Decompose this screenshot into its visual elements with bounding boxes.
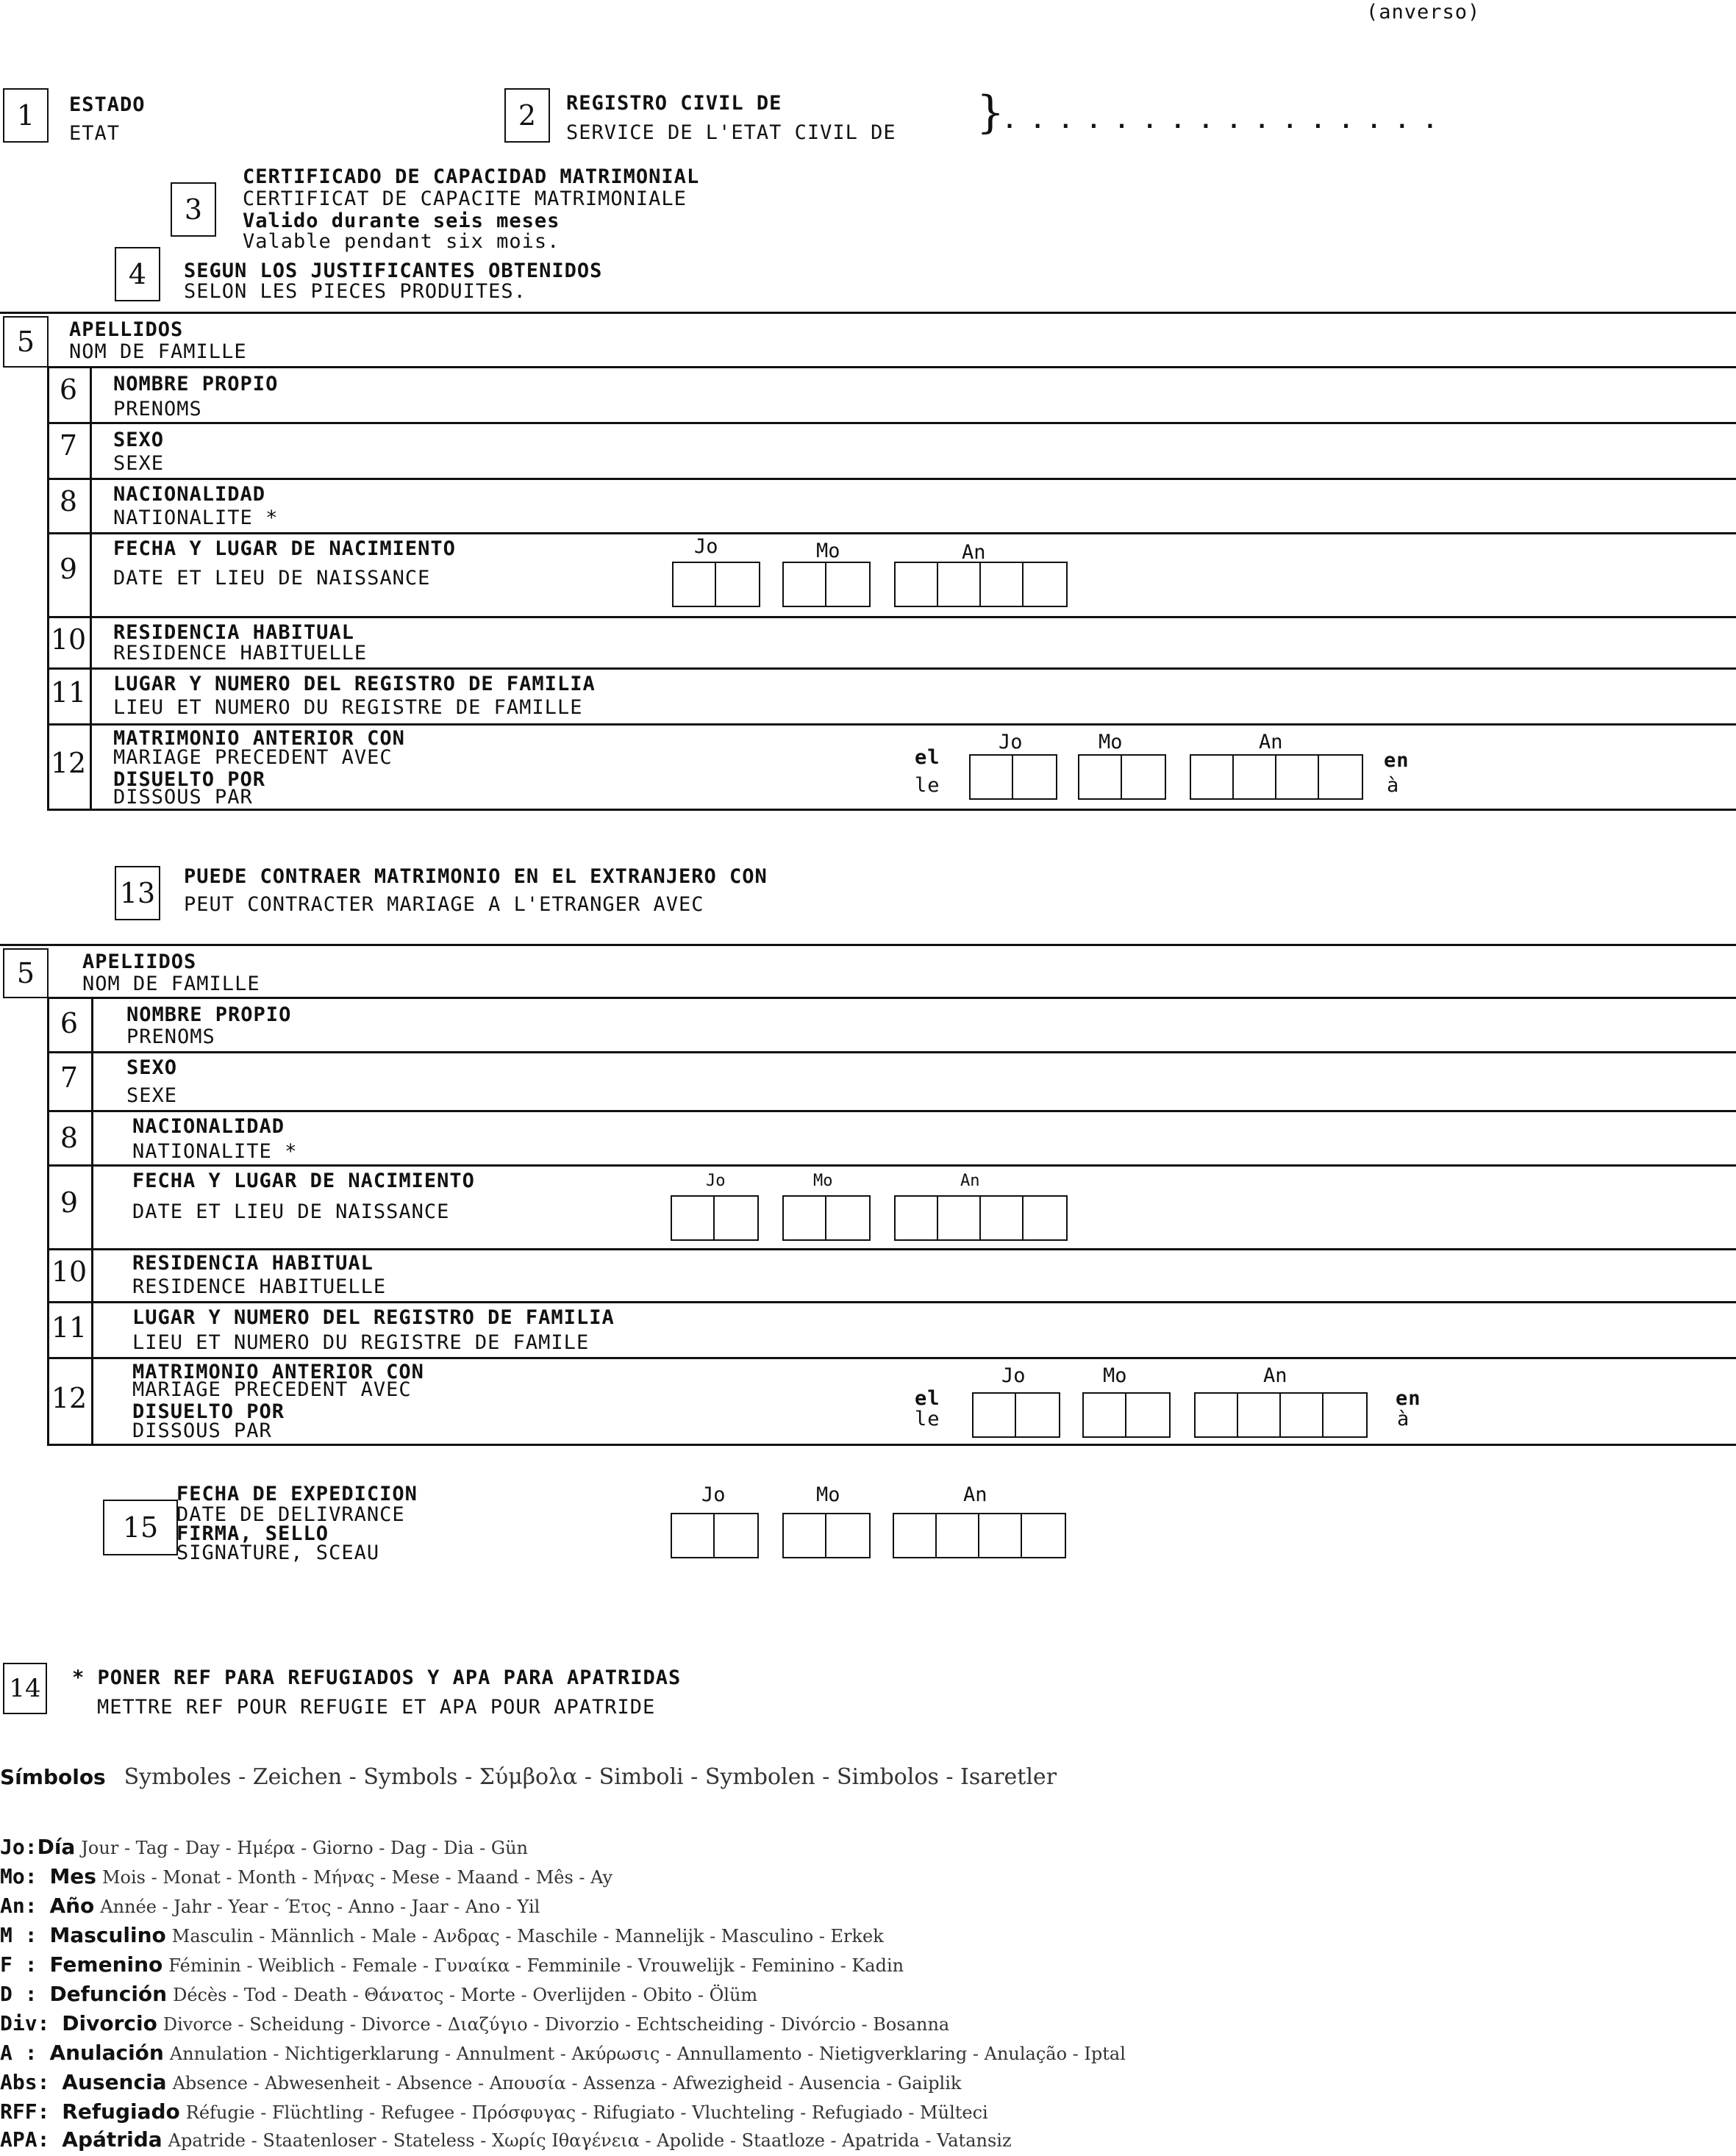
apellidos-label-fr: NOM DE FAMILLE	[82, 973, 260, 995]
legend-title-translations: Symboles - Zeichen - Symbols - Σύμβολα - Simboli - Symbolen - Simbolos - Isaretler	[124, 1764, 1057, 1790]
date-label-year: An	[962, 541, 986, 564]
date-label-day: Jo	[999, 731, 1023, 753]
en-label: en	[1396, 1387, 1421, 1410]
legend-code: M :	[0, 1923, 37, 1947]
apellidos-label-fr: NOM DE FAMILLE	[69, 340, 247, 363]
divider	[90, 366, 92, 810]
divider	[47, 997, 1736, 999]
fecha-nacimiento-label-es: FECHA Y LUGAR DE NACIMIENTO	[113, 537, 456, 560]
legend-translations: Réfugie - Flüchtling - Refugee - Πρόσφυγας - Rifugiato - Vluchteling - Refugiado - Mülteci	[185, 2102, 988, 2123]
field-number-4: 4	[115, 247, 160, 301]
date-label-day: Jo	[1001, 1364, 1026, 1387]
disuelto-es: DISUELTO POR	[132, 1400, 285, 1423]
nacionalidad-label-es: NACIONALIDAD	[132, 1115, 285, 1138]
registro-familia-label-es: LUGAR Y NUMERO DEL REGISTRO DE FAMILIA	[113, 673, 596, 695]
residencia-label-fr: RESIDENCE HABITUELLE	[113, 642, 368, 665]
legend-translations: Masculin - Männlich - Male - Ανδρας - Maschile - Mannelijk - Masculino - Erkek	[171, 1926, 884, 1947]
date-label-month: Mo	[813, 1172, 833, 1190]
legend-code: Div:	[0, 2011, 50, 2035]
puede-contraer-es: PUEDE CONTRAER MATRIMONIO EN EL EXTRANJERO CON	[184, 865, 768, 888]
legend-row	[0, 2099, 988, 2124]
legend-es: Mes	[49, 1864, 96, 1888]
divider	[47, 1357, 1736, 1359]
field-number-10: 10	[51, 1256, 87, 1288]
date-label-day: Jo	[706, 1172, 726, 1190]
divider	[47, 1051, 1736, 1053]
puede-contraer-fr: PEUT CONTRACTER MARIAGE A L'ETRANGER AVEC	[184, 893, 704, 916]
firma-sello-fr: SIGNATURE, SCEAU	[176, 1541, 380, 1564]
side-label: (anverso)	[1366, 1, 1481, 24]
field-number-12: 12	[51, 1382, 87, 1414]
legend-es: Femenino	[49, 1952, 163, 1977]
field-number-8: 8	[59, 485, 78, 517]
legend-row	[0, 2011, 949, 2035]
disuelto-es: DISUELTO POR	[113, 768, 266, 791]
date-label-month: Mo	[816, 540, 840, 562]
prior-marriage-year-field[interactable]	[1194, 1392, 1368, 1438]
fecha-nacimiento-label-es: FECHA Y LUGAR DE NACIMIENTO	[132, 1170, 475, 1192]
field-number-14: 14	[3, 1663, 47, 1714]
prior-marriage-day-field[interactable]	[972, 1392, 1060, 1438]
estado-label-fr: ETAT	[69, 122, 121, 145]
field-number-15: 15	[103, 1500, 178, 1555]
fecha-expedicion-es: FECHA DE EXPEDICION	[176, 1483, 418, 1505]
legend-code: Abs:	[0, 2070, 50, 2094]
sexo-label-fr: SEXE	[113, 452, 165, 475]
legend-es: Ausencia	[62, 2070, 167, 2094]
field-number-11: 11	[51, 1311, 87, 1344]
divider	[47, 616, 1736, 618]
legend-code: An:	[0, 1894, 37, 1918]
date-label-month: Mo	[1099, 731, 1123, 753]
birth-day-field[interactable]	[671, 1195, 759, 1241]
issue-month-field[interactable]	[782, 1513, 871, 1558]
legend-row	[0, 1923, 884, 1947]
apellidos-label-es: APELLIDOS	[69, 318, 184, 341]
validity-es: Valido durante seis meses	[243, 209, 560, 232]
field-number-9: 9	[60, 1186, 79, 1219]
prior-marriage-day-field[interactable]	[969, 754, 1057, 800]
validity-fr: Valable pendant six mois.	[243, 230, 560, 253]
nacionalidad-label-fr: NATIONALITE *	[132, 1140, 298, 1163]
legend-es: Refugiado	[62, 2099, 180, 2124]
nombre-label-fr: PRENOMS	[126, 1025, 215, 1048]
legend-translations: Jour - Tag - Day - Ημέρα - Giorno - Dag - Dia - Gün	[81, 1838, 528, 1858]
field-number-13: 13	[115, 866, 160, 920]
divider	[47, 1248, 1736, 1250]
date-label-year: An	[1263, 1364, 1287, 1387]
field-number-5: 5	[3, 316, 49, 368]
legend-translations: Décès - Tod - Death - Θάνατος - Morte - Overlijden - Obito - Ölüm	[173, 1985, 758, 2005]
estado-label-es: ESTADO	[69, 93, 146, 116]
divider	[47, 667, 1736, 670]
registro-familia-label-fr: LIEU ET NUMERO DU REGISTRE DE FAMILE	[132, 1331, 590, 1354]
field-number-3: 3	[171, 182, 216, 237]
field-number-11: 11	[50, 676, 87, 709]
le-label: le	[915, 774, 940, 797]
field-number-10: 10	[50, 623, 87, 656]
birth-year-field[interactable]	[894, 562, 1068, 607]
justificantes-es: SEGUN LOS JUSTIFICANTES OBTENIDOS	[184, 259, 603, 282]
matrimonio-anterior-es: MATRIMONIO ANTERIOR CON	[132, 1361, 424, 1383]
divider	[47, 1164, 1736, 1167]
legend-title-es: Símbolos	[0, 1765, 106, 1789]
divider	[47, 478, 1736, 480]
legend-code: RFF:	[0, 2099, 50, 2124]
field-number-7: 7	[60, 1061, 79, 1094]
registro-dots[interactable]: . . . . . . . . . . . . . . . .	[1003, 108, 1437, 134]
prior-marriage-month-field[interactable]	[1082, 1392, 1171, 1438]
field-number-7: 7	[59, 429, 78, 462]
legend-code: F :	[0, 1952, 37, 1977]
legend-code: A :	[0, 2041, 37, 2065]
el-label: el	[915, 1387, 940, 1410]
divider	[47, 723, 1736, 726]
field-number-8: 8	[60, 1122, 79, 1154]
divider	[91, 997, 93, 1445]
legend-row	[0, 2127, 1012, 2152]
divider	[47, 1110, 1736, 1112]
disuelto-fr: DISSOUS PAR	[113, 786, 253, 809]
field-number-2: 2	[504, 88, 550, 143]
divider	[47, 532, 1736, 534]
justificantes-fr: SELON LES PIECES PRODUITES.	[184, 280, 526, 303]
apellidos-label-es: APELIIDOS	[82, 950, 197, 973]
registro-familia-label-es: LUGAR Y NUMERO DEL REGISTRO DE FAMILIA	[132, 1306, 615, 1329]
divider	[47, 809, 1736, 811]
legend-row	[0, 1864, 612, 1888]
legend-es: Defunción	[49, 1982, 168, 2006]
sexo-label-fr: SEXE	[126, 1084, 178, 1107]
field-number-6: 6	[60, 1007, 79, 1039]
divider	[47, 1444, 1736, 1446]
legend-translations: Absence - Abwesenheit - Absence - Απουσία - Assenza - Afwezigheid - Ausencia - Gaiplik	[172, 2073, 962, 2094]
divider	[0, 944, 1736, 946]
legend-translations: Mois - Monat - Month - Μήνας - Mese - Maand - Mês - Ay	[101, 1867, 613, 1888]
disuelto-fr: DISSOUS PAR	[132, 1419, 272, 1442]
birth-month-field[interactable]	[782, 562, 871, 607]
el-label: el	[915, 746, 940, 769]
date-label-day: Jo	[694, 535, 718, 558]
date-label-month: Mo	[816, 1483, 840, 1506]
issue-day-field[interactable]	[671, 1513, 759, 1558]
nombre-label-es: NOMBRE PROPIO	[126, 1003, 292, 1026]
prior-marriage-month-field[interactable]	[1078, 754, 1166, 800]
legend-row	[0, 2070, 961, 2094]
issue-year-field[interactable]	[893, 1513, 1066, 1558]
field-number-1: 1	[3, 88, 49, 143]
legend-translations: Divorce - Scheidung - Divorce - Διαζύγιο - Divorzio - Echtscheiding - Divórcio - Bosanna	[162, 2014, 950, 2035]
matrimonio-anterior-fr: MARIAGE PRECEDENT AVEC	[113, 746, 393, 769]
matrimonio-anterior-fr: MARIAGE PRECEDENT AVEC	[132, 1378, 412, 1401]
birth-year-field[interactable]	[894, 1195, 1068, 1241]
certificado-title-fr: CERTIFICAT DE CAPACITE MATRIMONIALE	[243, 187, 687, 210]
legend-row	[0, 1952, 904, 1977]
legend-es: Año	[49, 1894, 95, 1918]
residencia-label-fr: RESIDENCE HABITUELLE	[132, 1275, 387, 1298]
legend-translations: Année - Jahr - Year - Έτος - Anno - Jaar - Ano - Yil	[100, 1897, 540, 1917]
residencia-label-es: RESIDENCIA HABITUAL	[113, 621, 354, 644]
registro-familia-label-fr: LIEU ET NUMERO DU REGISTRE DE FAMILLE	[113, 696, 583, 719]
registro-label-fr: SERVICE DE L'ETAT CIVIL DE	[566, 121, 896, 144]
fecha-expedicion-fr: DATE DE DELIVRANCE	[176, 1503, 405, 1526]
legend-es: Anulación	[49, 2041, 164, 2065]
field-number-9: 9	[59, 553, 78, 585]
divider	[47, 366, 1736, 368]
nacionalidad-label-es: NACIONALIDAD	[113, 483, 266, 506]
divider	[47, 1301, 1736, 1303]
legend-code: Mo:	[0, 1864, 37, 1888]
birth-month-field[interactable]	[782, 1195, 871, 1241]
legend-translations: Féminin - Weiblich - Female - Γυναίκα - Femminile - Vrouwelijk - Feminino - Kadin	[168, 1955, 904, 1976]
certificado-title-es: CERTIFICADO DE CAPACIDAD MATRIMONIAL	[243, 165, 700, 188]
legend-translations: Apatride - Staatenloser - Stateless - Χωρίς Ιθαγένεια - Apolide - Staatloze - Apatrida - Vatansiz	[168, 2130, 1012, 2151]
firma-sello-es: FIRMA, SELLO	[176, 1522, 329, 1545]
legend-row	[0, 1894, 540, 1918]
date-label-month: Mo	[1103, 1364, 1127, 1387]
legend-row	[0, 1982, 757, 2006]
legend-code: APA:	[0, 2127, 50, 2152]
ref-apa-note-fr: METTRE REF POUR REFUGIE ET APA POUR APATRIDE	[97, 1696, 656, 1719]
date-label-day: Jo	[701, 1483, 726, 1506]
sexo-label-es: SEXO	[126, 1056, 178, 1079]
residencia-label-es: RESIDENCIA HABITUAL	[132, 1252, 374, 1275]
sexo-label-es: SEXO	[113, 429, 165, 451]
legend-translations: Annulation - Nichtigerklarung - Annulment - Ακύρωσις - Annullamento - Nietigverklaring - Anulação - Iptal	[169, 2044, 1126, 2064]
legend-es: Día	[37, 1835, 76, 1859]
nombre-label-fr: PRENOMS	[113, 398, 202, 420]
legend-row	[0, 1835, 528, 1859]
nombre-label-es: NOMBRE PROPIO	[113, 373, 279, 395]
divider	[0, 312, 1736, 314]
fecha-nacimiento-label-fr: DATE ET LIEU DE NAISSANCE	[132, 1200, 450, 1223]
legend-title	[0, 1764, 1057, 1790]
legend-code: Jo:	[0, 1835, 37, 1859]
le-label: le	[915, 1408, 940, 1430]
a-label: à	[1387, 774, 1400, 797]
legend-es: Divorcio	[62, 2011, 157, 2035]
legend-es: Apátrida	[62, 2127, 162, 2152]
legend-row	[0, 2041, 1126, 2065]
date-label-year: An	[960, 1172, 980, 1190]
matrimonio-anterior-es: MATRIMONIO ANTERIOR CON	[113, 727, 405, 750]
field-number-12: 12	[50, 747, 87, 779]
ref-apa-note-es: * PONER REF PARA REFUGIADOS Y APA PARA APATRIDAS	[72, 1666, 682, 1689]
date-label-year: An	[963, 1483, 987, 1506]
field-number-6: 6	[59, 373, 78, 406]
registro-label-es: REGISTRO CIVIL DE	[566, 92, 782, 115]
nacionalidad-label-fr: NATIONALITE *	[113, 506, 279, 529]
fecha-nacimiento-label-fr: DATE ET LIEU DE NAISSANCE	[113, 567, 431, 590]
legend-code: D :	[0, 1982, 37, 2006]
brace-icon: }	[976, 87, 1005, 138]
birth-day-field[interactable]	[672, 562, 760, 607]
field-number-5: 5	[3, 948, 49, 998]
legend-es: Masculino	[49, 1923, 166, 1947]
prior-marriage-year-field[interactable]	[1190, 754, 1363, 800]
divider	[47, 422, 1736, 424]
en-label: en	[1384, 749, 1410, 772]
date-label-year: An	[1259, 731, 1283, 753]
a-label: à	[1397, 1408, 1410, 1430]
